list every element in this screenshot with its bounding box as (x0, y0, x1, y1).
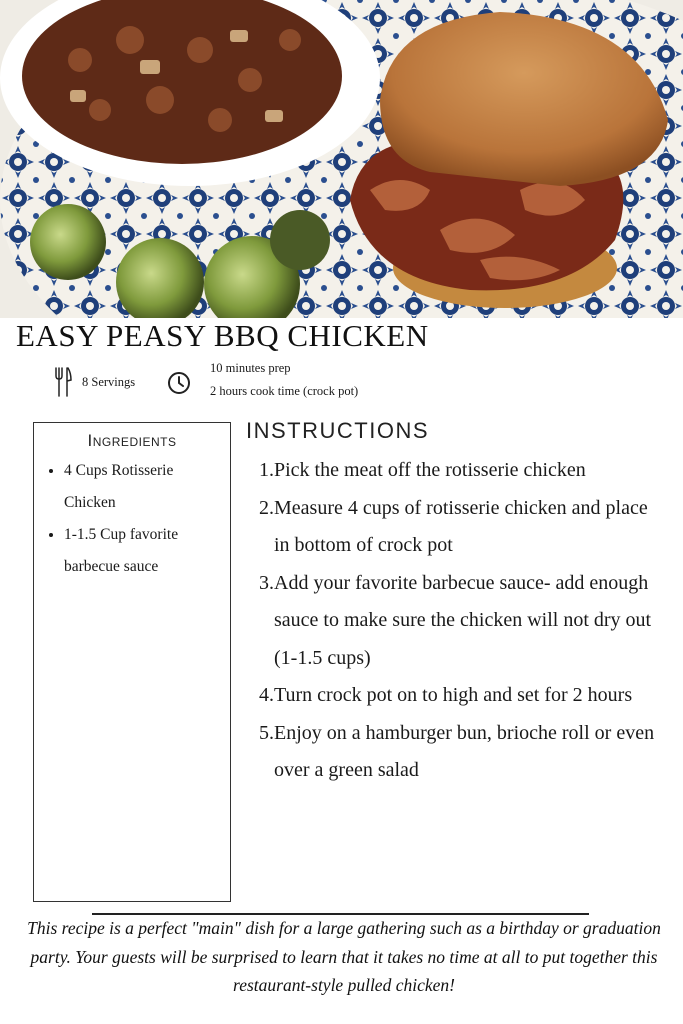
ingredients-box (33, 422, 231, 902)
fork-knife-icon (54, 367, 72, 402)
instruction-step (246, 565, 666, 678)
step-text: Pick the meat off the rotisserie chicken (274, 459, 586, 481)
instruction-step (246, 677, 666, 715)
recipe-title: EASY PEASY BBQ CHICKEN (16, 318, 429, 353)
instruction-step (246, 490, 666, 565)
bbq-chicken-photo (0, 0, 683, 318)
footer-note: This recipe is a perfect "main" dish for a large gathering such as a birthday or graduation party. Your guests will be surprised to learn that it takes no time at all to put together this restaurant-style pulled chicken! (27, 918, 661, 995)
step-number: 3. (259, 571, 274, 594)
ingredients-list (34, 455, 230, 583)
hero-photo (0, 0, 683, 318)
ingredients-heading: Ingredients (87, 431, 177, 450)
instruction-step (246, 715, 666, 790)
step-text: Enjoy on a hamburger bun, brioche roll or even over a green salad (274, 721, 655, 781)
instructions-list (246, 452, 666, 790)
servings-count: 8 Servings (82, 375, 136, 389)
cook-time: 2 hours cook time (crock pot) (210, 384, 359, 398)
ingredient-item: • 4 Cups Rotisserie Chicken (64, 455, 222, 519)
step-text: Add your favorite barbecue sauce- add enough sauce to make sure the chicken will not dry out (1-1.5 cups) (274, 571, 652, 669)
step-number: 5. (259, 721, 274, 744)
clock-icon (167, 371, 191, 400)
instruction-step (246, 452, 666, 490)
step-number: 4. (259, 684, 274, 706)
instructions-heading: INSTRUCTIONS (246, 418, 429, 443)
step-text: Turn crock pot on to high and set for 2 hours (274, 684, 633, 706)
step-number: 1. (259, 459, 274, 481)
step-text: Measure 4 cups of rotisserie chicken and place in bottom of crock pot (274, 496, 648, 556)
ingredient-item: • 1-1.5 Cup favorite barbecue sauce (64, 519, 222, 583)
prep-time: 10 minutes prep (210, 361, 291, 375)
step-number: 2. (259, 496, 274, 519)
